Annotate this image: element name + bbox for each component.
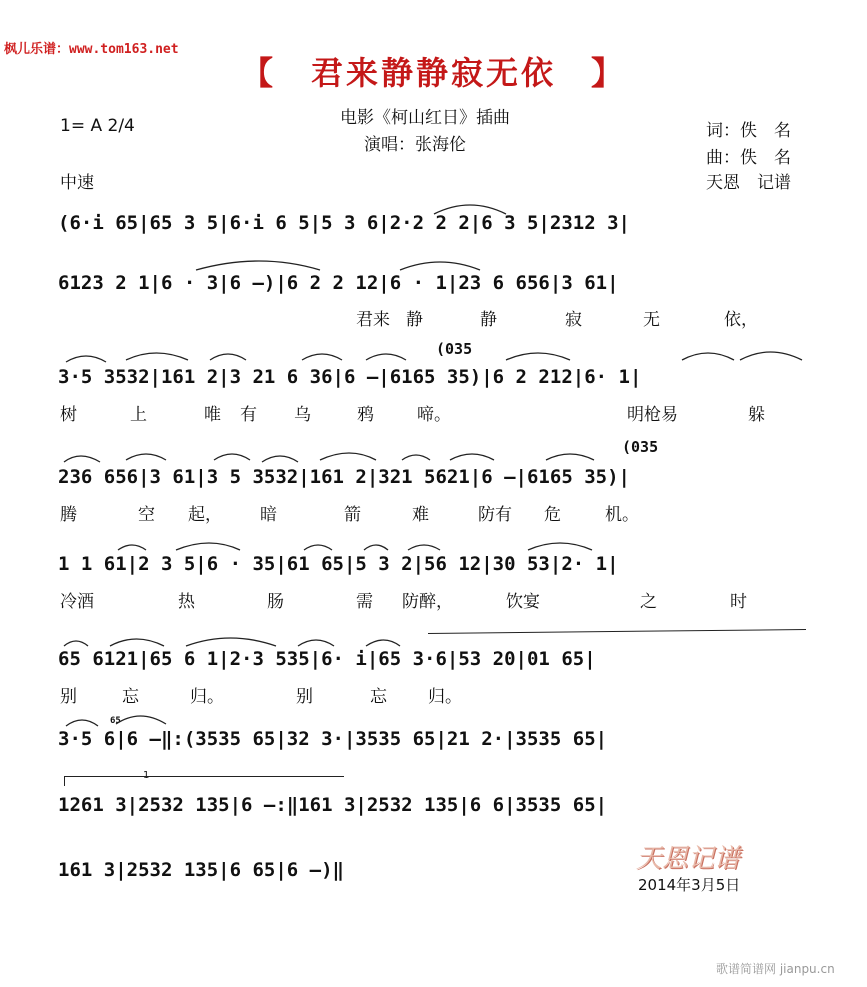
score-line-8 [58, 788, 808, 816]
notation-text: 65 6121|65 6 1|2·3 535|6· i|65 3·6|53 20|01 65| [58, 648, 596, 670]
prefix-notes: (035 [622, 438, 659, 456]
lyric: 难 [412, 505, 429, 525]
lyric: 上 [130, 405, 147, 425]
transcription-date: 2014年3月5日 [638, 876, 741, 894]
lyric: 时 [730, 592, 747, 612]
lyric: 明枪易 [627, 405, 678, 425]
notation-text: 6123 2 1|6 · 3|6 –)|6 2 2 12|6 · 1|23 6 656|3 61| [58, 272, 619, 294]
lyric: 静 [406, 310, 423, 330]
singer-credit: 演唱：张海伦 [364, 135, 466, 155]
prefix-notes: (035 [436, 340, 473, 358]
lyric-line-4 [60, 500, 810, 526]
volta-bracket-edge [64, 776, 65, 786]
lyricist-credit: 词：佚 名 [706, 121, 791, 141]
lyric: 饮宴 [506, 592, 540, 612]
score-line-7 [58, 722, 808, 750]
notation-text: 1 1 61|2 3 5|6 · 35|61 65|5 3 2|56 12|30 53|2· 1| [58, 553, 619, 575]
lyric: 危 [544, 505, 561, 525]
lyric: 防醉， [402, 592, 453, 612]
lyric: 归。 [190, 687, 224, 707]
lyric: 别 [60, 687, 77, 707]
lyric: 肠 [267, 592, 284, 612]
key-signature: 1= A 2/4 [60, 116, 135, 136]
long-tie [428, 629, 806, 634]
lyric: 树 [60, 405, 77, 425]
grace-note: 65 [110, 716, 121, 726]
notation-text: 1261 3|2532 135|6 –:‖161 3|2532 135|6 6|3535 65| [58, 794, 608, 816]
score-line-2 [58, 266, 808, 294]
lyric: 归。 [428, 687, 462, 707]
tempo-marking: 中速 [60, 173, 94, 193]
composer-credit: 曲：佚 名 [706, 148, 791, 168]
lyric: 忘 [370, 687, 387, 707]
lyric: 啼。 [417, 405, 451, 425]
lyric: 腾 [60, 505, 77, 525]
lyric: 箭 [344, 505, 361, 525]
lyric: 躲 [748, 405, 765, 425]
song-title: 【 君来静静寂无依 】 [240, 54, 626, 92]
lyric: 乌 [294, 405, 311, 425]
transcriber-credit: 天恩 记谱 [706, 173, 791, 193]
lyric: 唯 [204, 405, 221, 425]
lyric: 机。 [605, 505, 639, 525]
lyric: 防有 [478, 505, 512, 525]
lyric: 有 [240, 405, 257, 425]
lyric: 鸦 [357, 405, 374, 425]
lyric: 寂 [565, 310, 582, 330]
bottom-watermark: 歌谱简谱网 jianpu.cn [716, 962, 835, 976]
lyric: 静 [480, 310, 497, 330]
score-line-6 [58, 642, 808, 670]
lyric-line-2 [60, 305, 810, 331]
lyric: 无 [643, 310, 660, 330]
site-watermark: 枫儿乐谱：www.tom163.net [4, 42, 179, 57]
lyric: 空 [138, 505, 155, 525]
lyric: 暗 [260, 505, 277, 525]
lyric-line-3 [60, 400, 810, 426]
volta-bracket [64, 776, 344, 777]
song-subtitle: 电影《柯山红日》插曲 [340, 108, 510, 128]
lyric: 需 [356, 592, 373, 612]
lyric: 冷酒 [60, 592, 94, 612]
score-line-4 [58, 460, 808, 488]
score-line-1 [58, 206, 808, 234]
notation-text: 3·5 3532|161 2|3 21 6 36|6 –|6165 35)|6 2 212|6· 1| [58, 366, 642, 388]
lyric-line-5 [60, 587, 810, 613]
lyric-line-6 [60, 682, 810, 708]
notation-text: (6·i 65|65 3 5|6·i 6 5|5 3 6|2·2 2 2|6 3 5|2312 3| [58, 212, 630, 234]
lyric: 忘 [122, 687, 139, 707]
score-line-3 [58, 360, 808, 388]
transcriber-stamp: 天恩记谱 [636, 844, 741, 874]
score-line-5 [58, 547, 808, 575]
lyric: 起， [188, 505, 222, 525]
lyric: 君来 [356, 310, 390, 330]
lyric: 热 [178, 592, 195, 612]
notation-text: 161 3|2532 135|6 65|6 –)‖ [58, 859, 344, 881]
notation-text: 236 656|3 61|3 5 3532|161 2|321 5621|6 –|6165 35)| [58, 466, 630, 488]
lyric: 别 [296, 687, 313, 707]
notation-text: 3·5 6|6 –‖:(3535 65|32 3·|3535 65|21 2·|3535 65| [58, 728, 608, 750]
lyric: 依， [724, 310, 758, 330]
lyric: 之 [640, 592, 657, 612]
